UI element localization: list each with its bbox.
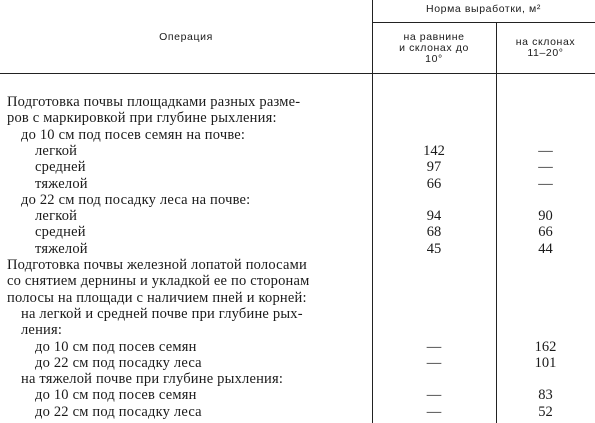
operation-label: со снятием дернины и укладкой ее по сторонам [7, 273, 310, 290]
operation-label: Подготовка почвы железной лопатой полосами [7, 257, 307, 273]
plain-value: 142 [423, 142, 445, 159]
operation-label: до 22 см под посадку леса [35, 354, 202, 371]
plain-value: 94 [426, 208, 442, 225]
header-bottom-rule [0, 73, 595, 74]
table-row [0, 193, 595, 208]
table-row [0, 242, 595, 257]
plain-value: 66 [426, 175, 442, 192]
table-row [0, 225, 595, 240]
table-row [0, 323, 595, 338]
header-top-rule [372, 22, 595, 23]
table-row [0, 128, 595, 143]
table-row [0, 388, 595, 403]
plain-value: — [426, 387, 442, 404]
plain-column-header [372, 32, 496, 65]
operation-label: до 22 см под посадку леса на почве: [21, 191, 251, 208]
slope-header-line: 11–20° [527, 47, 564, 59]
operation-label: средней [35, 159, 86, 176]
slope-column-header [496, 37, 595, 59]
operation-header: Операция [159, 31, 213, 43]
table-row [0, 274, 595, 289]
operation-label: Подготовка почвы площадками разных разме- [7, 94, 301, 110]
plain-value: — [426, 338, 442, 355]
operation-label: до 10 см под посев семян [35, 387, 197, 404]
table-row [0, 95, 595, 110]
operation-label: легкой [35, 208, 78, 225]
operation-label: до 10 см под посев семян [35, 338, 197, 355]
slope-value: 162 [534, 338, 557, 355]
operation-label: ров с маркировкой при глубине рыхления: [7, 110, 277, 127]
table-row [0, 144, 595, 159]
slope-value: — [538, 142, 553, 159]
table-row [0, 111, 595, 126]
norm-header: Норма выработки, м² [426, 3, 541, 15]
slope-value: 66 [538, 224, 553, 241]
slope-value: — [538, 159, 553, 176]
plain-value: — [426, 354, 442, 371]
table-row [0, 291, 595, 306]
slope-value: 44 [538, 240, 553, 257]
table-row [0, 258, 595, 273]
plain-header-line: 10° [425, 53, 443, 65]
slope-value: — [538, 175, 553, 192]
operation-label: легкой [35, 142, 78, 159]
slope-header-line: на склонах [515, 36, 576, 48]
operation-label: на тяжелой почве при глубине рыхления: [21, 371, 284, 388]
table-row [0, 372, 595, 387]
slope-value: 90 [538, 208, 553, 225]
operation-label: до 10 см под посев семян на почве: [21, 126, 246, 143]
plain-value: 45 [426, 240, 442, 257]
operation-label: на легкой и средней почве при глубине рых- [21, 305, 303, 322]
plain-header-line: на равнине [403, 31, 465, 43]
table-row [0, 340, 595, 355]
slope-value: 101 [534, 354, 557, 371]
operation-label: тяжелой [35, 175, 88, 192]
operation-label: до 22 см под посадку леса [35, 403, 202, 420]
plain-header-line: и склонах до [399, 42, 469, 54]
table-row [0, 405, 595, 420]
operation-label: тяжелой [35, 240, 88, 257]
table-row [0, 307, 595, 322]
plain-value: 68 [426, 224, 442, 241]
operation-label: средней [35, 224, 86, 241]
operation-label: ления: [21, 322, 63, 339]
table-row [0, 356, 595, 371]
plain-value: — [426, 403, 442, 420]
plain-value: 97 [426, 159, 442, 176]
table-row [0, 209, 595, 224]
slope-value: 52 [538, 403, 553, 420]
slope-value: 83 [538, 387, 553, 404]
table-row [0, 160, 595, 175]
operation-label: полосы на площади с наличием пней и корней: [7, 289, 307, 306]
table-row [0, 177, 595, 192]
